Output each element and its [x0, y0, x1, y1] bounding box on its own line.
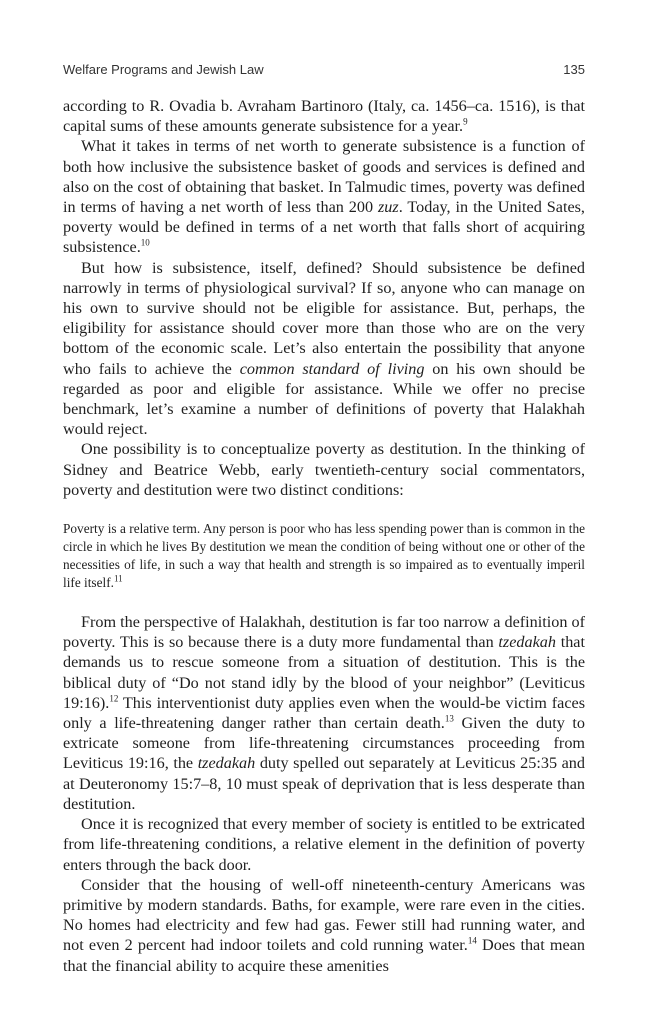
text-run: But how is subsistence, itself, defined? Should subsistence be defined narrowly in terms of physiological survival? If so, anyone who can manage on his own to survive should not be eligible for assistance. But, perhaps, the eligibility for assistance should cover more than those who are on the very bottom of the economic scale. Let’s also entertain the possibility that anyone who fails to achieve the	[63, 258, 585, 378]
text-run: Once it is recognized that every member of society is entitled to be extricated from life-threatening conditions, a relative element in the definition of poverty enters through the back door.	[63, 815, 585, 874]
book-page	[63, 62, 585, 976]
footnote-ref: 9	[463, 116, 468, 127]
text-run: From the perspective of Halakhah, destitution is far too narrow a definition of poverty. This is so because there is a duty more fundamental than	[63, 613, 585, 652]
paragraph	[63, 612, 585, 814]
italic-term: zuz	[378, 198, 399, 217]
paragraph	[63, 875, 585, 976]
paragraph	[63, 96, 585, 136]
text-run: . Today, in the United Sates, poverty would be defined in terms of a net worth that falls short of acquiring subsistence.	[63, 198, 585, 257]
paragraph	[63, 439, 585, 500]
text-run: duty spelled out separately at Leviticus 25:35 and at Deuteronomy 15:7–8, 10 must speak of deprivation that is less desperate than destitution.	[63, 754, 585, 813]
page-number: 135	[563, 62, 585, 77]
footnote-ref: 12	[109, 693, 119, 704]
text-run: One possibility is to conceptualize poverty as destitution. In the thinking of Sidney and Beatrice Webb, early twentieth-century social commentators, poverty and destitution were two distinct conditions:	[63, 440, 585, 499]
text-run: This interventionist duty applies even when the would-be victim faces only a life-threatening danger rather than certain death.	[63, 693, 585, 733]
italic-term: tzedakah	[498, 633, 556, 652]
paragraph	[63, 258, 585, 440]
footnote-ref: 13	[444, 713, 454, 724]
text-run: on his own should be regarded as poor and eligible for assistance. While we offer no precise benchmark, let’s examine a number of definitions of poverty that Halakhah would reject.	[63, 359, 585, 439]
running-head	[63, 62, 585, 84]
text-run: Consider that the housing of well-off nineteenth-century Americans was primitive by modern standards. Baths, for example, were rare even in the cities. No homes had electricity and few had gas. Fewer still had running water, and not even 2 percent had indoor toilets and cold running water.	[63, 875, 585, 955]
paragraph	[63, 814, 585, 875]
block-quote	[63, 520, 585, 592]
footnote-ref: 14	[467, 935, 477, 946]
text-run: Given the duty to extricate someone from life-threatening circumstances proceeding from Leviticus 19:16, the	[63, 714, 585, 773]
text-run: according to R. Ovadia b. Avraham Bartinoro (Italy, ca. 1456–ca. 1516), is that capital sums of these amounts generate subsistence for a year.	[63, 97, 585, 136]
paragraph	[63, 136, 585, 257]
text-run: Does that mean that the financial ability to acquire these amenities	[63, 936, 585, 975]
footnote-ref: 10	[140, 238, 150, 249]
text-run: that demands us to rescue someone from a situation of destitution. This is the biblical duty of “Do not stand idly by the blood of your neighbor” (Leviticus 19:16).	[63, 633, 585, 712]
text-run: Poverty is a relative term. Any person is poor who has less spending power than is common in the circle in which he lives By destitution we mean the condition of being without one or other of the necessities of life, in such a way that health and strength is so impaired as to eventually imperil life itself.	[63, 521, 585, 591]
italic-term: common standard of living	[239, 359, 425, 378]
running-title: Welfare Programs and Jewish Law	[63, 62, 264, 77]
italic-term: tzedakah	[197, 754, 256, 773]
body-text-continued	[63, 612, 585, 976]
footnote-ref: 11	[113, 573, 123, 584]
text-run: What it takes in terms of net worth to generate subsistence is a function of both how inclusive the subsistence basket of goods and services is defined and also on the cost of obtaining that basket. In Talmudic times, poverty was defined in terms of having a net worth of less than 200	[63, 137, 585, 217]
body-text	[63, 96, 585, 500]
